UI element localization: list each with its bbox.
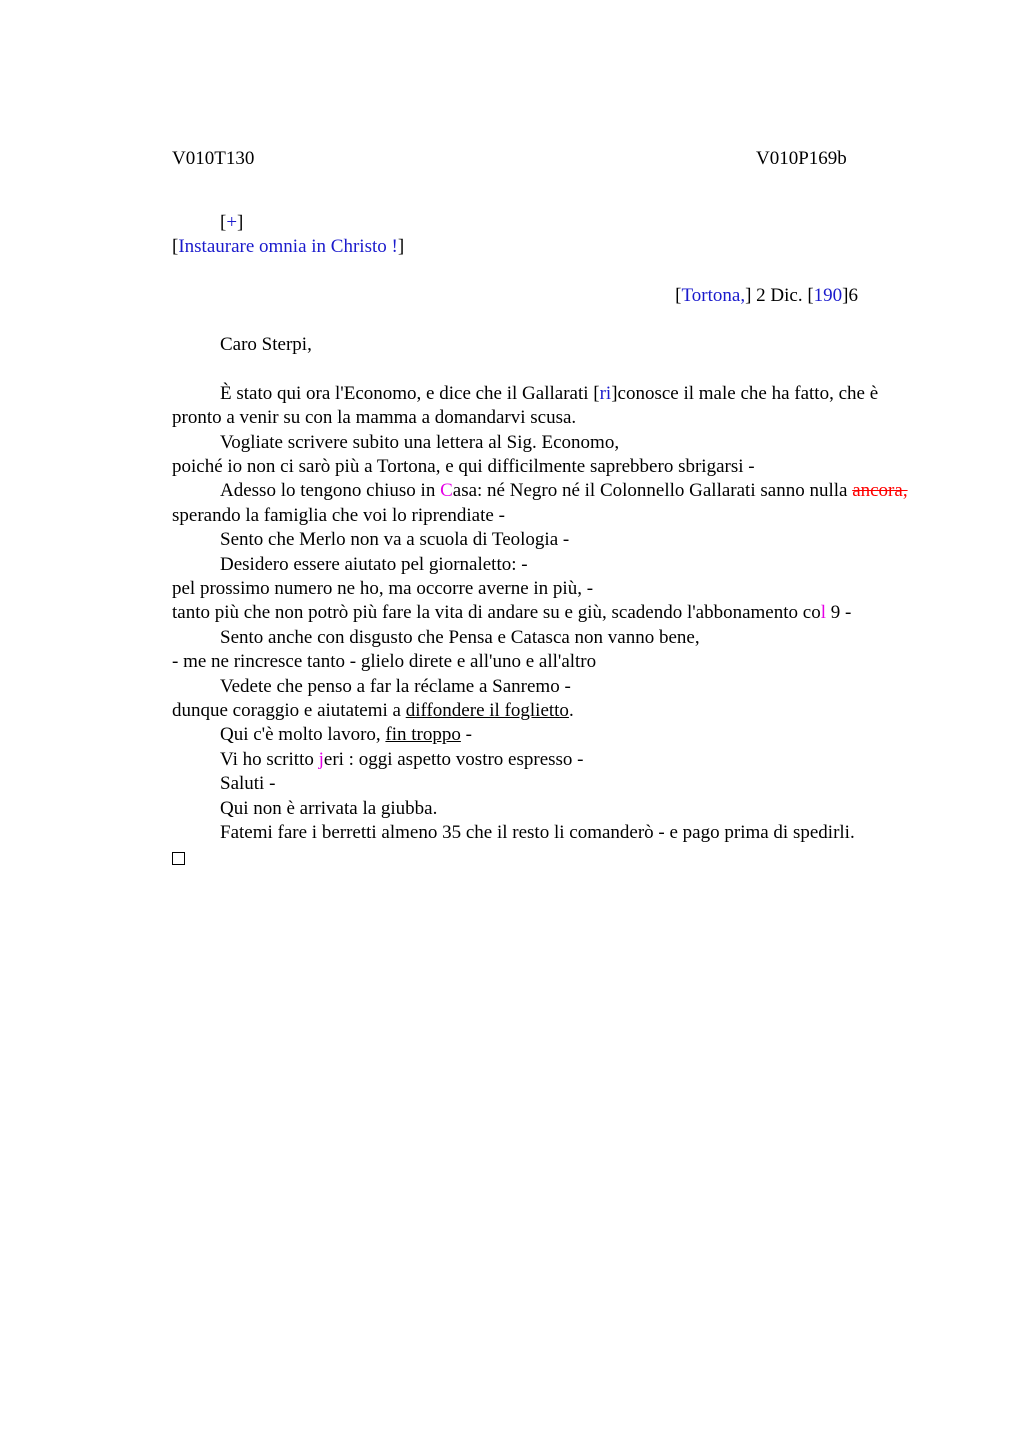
paragraph: poiché io non ci sarò più a Tortona, e qui difficilmente saprebbero sbrigarsi - (172, 456, 755, 478)
paragraph: dunque coraggio e aiutatemi a diffondere il foglietto. (172, 700, 574, 722)
document-code-left: V010T130 (172, 148, 255, 169)
motto: [Instaurare omnia in Christo !] (172, 236, 405, 258)
letter-body (172, 211, 908, 872)
end-box (172, 846, 908, 872)
paragraph: Sento che Merlo non va a scuola di Teologia - (220, 529, 570, 551)
letter-date: [Tortona,] 2 Dic. [190]6 (675, 285, 858, 307)
paragraph: Vi ho scritto jeri : oggi aspetto vostro espresso - (220, 748, 584, 770)
paragraph: pel prossimo numero ne ho, ma occorre averne in più, - (172, 578, 594, 600)
paragraph: Sento anche con disgusto che Pensa e Catasca non vanno bene, (220, 626, 700, 648)
salutation: Caro Sterpi, (220, 334, 312, 355)
cross-mark: [+] (220, 212, 244, 233)
paragraph: Vedete che penso a far la réclame a Sanremo - (220, 675, 571, 697)
deleted-word: ancora, (852, 480, 908, 502)
document-code-right: V010P169b (756, 148, 847, 169)
paragraph: Qui non è arrivata la giubba. (220, 797, 438, 819)
paragraph: - me ne rincresce tanto - glielo direte e all'uno e all'altro (172, 651, 597, 673)
paragraph: Fatemi fare i berretti almeno 35 che il resto li comanderò - e pago prima di spedirli. (220, 822, 855, 844)
paragraph: Saluti - (220, 773, 276, 795)
paragraph: È stato qui ora l'Economo, e dice che il Gallarati [ri]conosce il male che ha fatto, che è pronto a venir su con la mamma a domandarvi scusa. (172, 382, 879, 429)
paragraph: Adesso lo tengono chiuso in Casa: né Negro né il Colonnello Gallarati sanno nulla ancora, sperando la famiglia che voi lo riprendiate - (172, 480, 908, 526)
paragraph: tanto più che non potrò più fare la vita di andare su e giù, scadendo l'abbonamento col 9 - (172, 602, 852, 624)
paragraph: Vogliate scrivere subito una lettera al Sig. Economo, (220, 431, 620, 453)
paragraph: Qui c'è molto lavoro, fin troppo - (220, 724, 472, 746)
paragraph: Desidero essere aiutato pel giornaletto: - (220, 553, 528, 575)
